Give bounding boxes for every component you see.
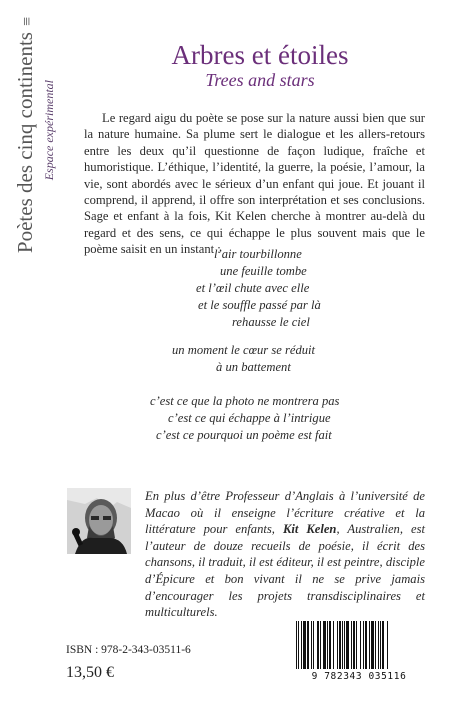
poem-line: c’est ce pourquoi un poème est fait — [156, 428, 332, 442]
barcode — [286, 619, 432, 686]
barcode-bar — [333, 621, 334, 669]
barcode-bar — [296, 621, 297, 669]
barcode-bar — [360, 621, 361, 669]
barcode-bar — [307, 621, 309, 669]
poem-line: l’air tourbillonne — [214, 247, 302, 261]
poem-line: c’est ce que la photo ne montrera pas — [150, 394, 340, 408]
poem-stanza-3 — [150, 393, 340, 444]
barcode-bar — [337, 621, 338, 669]
barcode-bar — [387, 621, 388, 669]
bio-text-continued: , Australien, est l’auteur de douze recueils de poésie, il écrit des chansons, il traduit, il est éditeur, il est peintre, disciple d’Épicure et bon vivant il ne se prive jamais d’encourager les projets transdisciplinaires et multiculturels. — [145, 522, 425, 620]
barcode-bar — [327, 621, 328, 669]
barcode-bar — [356, 621, 357, 669]
barcode-bar — [339, 621, 341, 669]
barcode-bar — [320, 621, 321, 669]
poem-line: c’est ce qui échappe à l’intrigue — [168, 411, 331, 425]
poem-line: un moment le cœur se réduit — [172, 343, 316, 357]
author-photo — [67, 488, 131, 554]
barcode-bar — [380, 621, 381, 669]
barcode-bar — [303, 621, 306, 669]
poem-line: et l’œil chute avec elle — [196, 281, 310, 295]
barcode-bar — [382, 621, 384, 669]
barcode-bar — [329, 621, 331, 669]
barcode-bar — [353, 621, 355, 669]
barcode-digits: 9 782343 035116 — [311, 671, 407, 682]
poem-line: à un battement — [216, 360, 291, 374]
author-name: Kit Kelen — [282, 522, 337, 537]
poem-stanza-2 — [172, 342, 356, 376]
author-bio-intro — [145, 488, 425, 621]
barcode-bar — [342, 621, 343, 669]
barcode-bar — [365, 621, 367, 669]
collection-name: Espace expérimental — [42, 80, 56, 181]
barcode-bar — [371, 621, 374, 669]
barcode-bar — [344, 621, 345, 669]
poem-line: et le souffle passé par là — [198, 298, 321, 312]
book-title: Arbres et étoiles — [171, 40, 349, 70]
barcode-bar — [317, 621, 319, 669]
spine-series — [10, 18, 62, 388]
barcode-bar — [301, 621, 302, 669]
poem-line: une feuille tombe — [220, 264, 307, 278]
book-subtitle: Trees and stars — [205, 70, 315, 90]
series-name: Poètes des cinq continents — [13, 32, 37, 254]
barcode-bar — [311, 621, 312, 669]
price: 13,50 € — [66, 664, 114, 681]
barcode-bar — [298, 621, 299, 669]
poem-stanza-1 — [196, 246, 356, 331]
poem-line: rehausse le ciel — [232, 315, 310, 329]
description: Le regard aigu du poète se pose sur la nature aussi bien que sur la nature humaine. Sa plume sert le dialogue et les allers-retours entre les deux qu’il questionne de façon ludique, fraîche et humoristique. L’éthique, l’identité, la guerre, la poésie, l’amour, la vie, sont abordés avec le sérieux d’un enfant qui joue. Et jouant il comprend, il apprend, il offre son interprétation et ses conclusions. Sage et enfant à la fois, Kit Kelen cherche à montrer au-delà du regard et des sens, ce qui échappe le plus souvent mais que le poème saisit en un instant : — [84, 111, 425, 257]
barcode-bar — [378, 621, 379, 669]
barcode-bar — [351, 621, 352, 669]
barcode-bar — [363, 621, 364, 669]
barcode-bar — [313, 621, 314, 669]
series-marker: ≡ — [19, 18, 36, 27]
barcode-bar — [346, 621, 349, 669]
bio-text: En plus d’être Professeur d’Anglais à l’université de Macao où il enseigne l’écriture créative et la littérature pour enfants, — [145, 489, 425, 537]
isbn: ISBN : 978-2-343-03511-6 — [66, 644, 191, 656]
barcode-bar — [369, 621, 370, 669]
barcode-bar — [375, 621, 376, 669]
barcode-bar — [323, 621, 326, 669]
